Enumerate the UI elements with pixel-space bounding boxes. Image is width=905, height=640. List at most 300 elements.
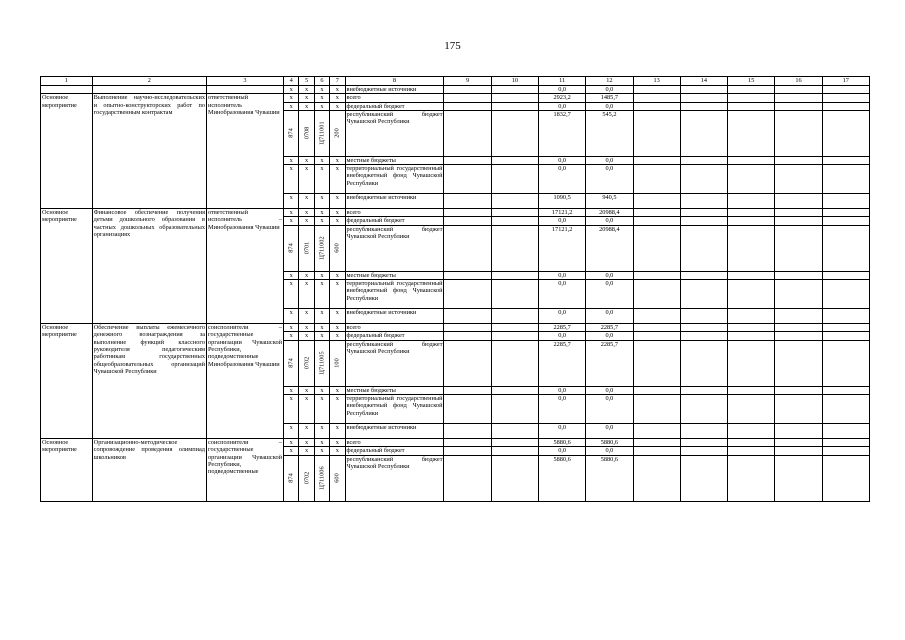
activity-name: Организационно-методическое сопровождение проведения олимпиад школьников — [92, 438, 206, 501]
col-header: 10 — [491, 77, 538, 86]
empty-cell — [633, 340, 680, 386]
empty-cell — [680, 332, 727, 340]
funding-source: внебюджетные источники — [345, 194, 444, 209]
budget-code: 874 — [287, 243, 295, 254]
empty-cell — [491, 225, 538, 271]
empty-cell — [728, 165, 775, 194]
code-cell: x — [314, 447, 329, 455]
budget-code-cell — [314, 110, 329, 156]
funding-source: всего — [345, 94, 444, 102]
value-2021: 0,0 — [539, 102, 586, 110]
code-cell: x — [314, 165, 329, 194]
empty-cell — [728, 217, 775, 225]
code-cell: x — [299, 102, 314, 110]
budget-code: 600 — [333, 473, 341, 483]
funding-source: территориальный государственный внебюджетный фонд Чувашской Республики — [345, 280, 444, 309]
empty-cell — [444, 340, 491, 386]
budget-code-cell — [330, 340, 345, 386]
empty-cell — [633, 309, 680, 324]
value-2022: 0,0 — [586, 386, 633, 394]
code-cell: x — [283, 165, 298, 194]
activity-executor: соисполнители – государственные организации Чувашской Республики, подведомственные — [207, 438, 284, 501]
empty-cell — [775, 225, 822, 271]
code-cell: x — [314, 94, 329, 102]
code-cell: x — [330, 194, 345, 209]
empty-cell — [491, 332, 538, 340]
empty-cell — [633, 386, 680, 394]
empty-cell — [775, 455, 822, 501]
empty-cell — [444, 94, 491, 102]
value-2022: 0,0 — [586, 332, 633, 340]
empty-cell — [491, 209, 538, 217]
code-cell: x — [283, 86, 298, 94]
code-cell: x — [330, 156, 345, 164]
value-2021: 0,0 — [539, 217, 586, 225]
activity-name: Финансовое обеспечение получения детьми дошкольного образования в частных дошкольных образовательных организациях — [92, 209, 206, 324]
empty-cell — [444, 438, 491, 446]
empty-cell — [680, 271, 727, 279]
code-cell: x — [283, 194, 298, 209]
code-cell: x — [330, 324, 345, 332]
budget-code-cell — [283, 340, 298, 386]
empty-cell — [444, 165, 491, 194]
empty-cell — [633, 271, 680, 279]
value-2022: 0,0 — [586, 280, 633, 309]
empty-cell — [633, 455, 680, 501]
empty-cell — [728, 438, 775, 446]
col-header: 1 — [41, 77, 93, 86]
empty-cell — [775, 332, 822, 340]
value-2022: 20988,4 — [586, 225, 633, 271]
empty-cell — [822, 271, 869, 279]
code-cell: x — [330, 438, 345, 446]
empty-cell — [491, 447, 538, 455]
empty-cell — [444, 209, 491, 217]
empty-cell — [728, 225, 775, 271]
funding-source: республиканский бюджет Чувашской Республики — [345, 340, 444, 386]
program-financing-table — [40, 76, 870, 502]
empty-cell — [822, 217, 869, 225]
value-2021: 2285,7 — [539, 324, 586, 332]
value-2022: 0,0 — [586, 165, 633, 194]
value-2022: 0,0 — [586, 271, 633, 279]
code-cell: x — [299, 447, 314, 455]
empty-cell — [822, 165, 869, 194]
code-cell: x — [314, 324, 329, 332]
budget-code-cell — [283, 455, 298, 501]
empty-cell — [822, 438, 869, 446]
budget-code-cell — [314, 340, 329, 386]
code-cell: x — [299, 324, 314, 332]
funding-source: всего — [345, 209, 444, 217]
empty-cell — [633, 94, 680, 102]
empty-cell — [822, 110, 869, 156]
code-cell: x — [330, 94, 345, 102]
empty-cell — [775, 447, 822, 455]
budget-code: 0701 — [302, 241, 310, 255]
empty-cell — [491, 217, 538, 225]
code-cell: x — [330, 423, 345, 438]
empty-cell — [728, 423, 775, 438]
code-cell: x — [314, 209, 329, 217]
empty-cell — [633, 332, 680, 340]
value-2021: 0,0 — [539, 332, 586, 340]
empty-cell — [728, 309, 775, 324]
col-header: 9 — [444, 77, 491, 86]
activity-type: Основное мероприятие — [41, 324, 93, 439]
funding-source: местные бюджеты — [345, 156, 444, 164]
empty-cell — [775, 194, 822, 209]
empty-cell — [491, 165, 538, 194]
code-cell: x — [330, 386, 345, 394]
budget-code-cell — [330, 110, 345, 156]
code-cell: x — [299, 165, 314, 194]
empty-cell — [444, 271, 491, 279]
code-cell: x — [314, 156, 329, 164]
value-2021: 1090,5 — [539, 194, 586, 209]
empty-cell — [633, 438, 680, 446]
empty-cell — [680, 455, 727, 501]
funding-source: территориальный государственный внебюджетный фонд Чувашской Республики — [345, 394, 444, 423]
empty-cell — [822, 209, 869, 217]
code-cell: x — [283, 423, 298, 438]
empty-cell — [680, 94, 727, 102]
empty-cell — [822, 324, 869, 332]
code-cell: x — [283, 217, 298, 225]
code-cell: x — [283, 94, 298, 102]
value-2021: 17121,2 — [539, 209, 586, 217]
empty-cell — [444, 225, 491, 271]
table-row — [41, 86, 870, 94]
code-cell: x — [314, 194, 329, 209]
funding-source: местные бюджеты — [345, 271, 444, 279]
funding-source: территориальный государственный внебюджетный фонд Чувашской Республики — [345, 165, 444, 194]
code-cell: x — [283, 394, 298, 423]
empty-cell — [680, 394, 727, 423]
budget-code-cell — [299, 455, 314, 501]
empty-cell — [728, 209, 775, 217]
empty-cell — [728, 386, 775, 394]
code-cell: x — [299, 156, 314, 164]
code-cell: x — [330, 447, 345, 455]
value-2022: 5880,6 — [586, 438, 633, 446]
code-cell: x — [299, 217, 314, 225]
empty-cell — [444, 217, 491, 225]
empty-cell — [633, 102, 680, 110]
budget-code: 874 — [287, 473, 295, 483]
budget-code-cell — [330, 455, 345, 501]
empty-cell — [728, 156, 775, 164]
empty-cell — [775, 102, 822, 110]
budget-code-cell — [299, 110, 314, 156]
empty-cell — [775, 438, 822, 446]
code-cell: x — [299, 94, 314, 102]
code-cell: x — [283, 102, 298, 110]
empty-cell — [633, 423, 680, 438]
code-cell: x — [314, 332, 329, 340]
activity-type: Основное мероприятие — [41, 94, 93, 209]
code-cell: x — [299, 209, 314, 217]
budget-code-cell — [283, 110, 298, 156]
empty-cell — [822, 394, 869, 423]
empty-cell — [444, 332, 491, 340]
empty-cell — [444, 194, 491, 209]
value-2022: 2285,7 — [586, 324, 633, 332]
empty-cell — [728, 394, 775, 423]
code-cell: x — [314, 271, 329, 279]
code-cell: x — [330, 271, 345, 279]
empty-cell — [444, 280, 491, 309]
code-cell: x — [330, 217, 345, 225]
col-header: 4 — [283, 77, 298, 86]
budget-code-cell — [330, 225, 345, 271]
empty-cell — [680, 110, 727, 156]
empty-cell — [822, 447, 869, 455]
empty-cell — [680, 438, 727, 446]
value-2022: 0,0 — [586, 309, 633, 324]
value-2021: 2923,2 — [539, 94, 586, 102]
empty-cell — [491, 340, 538, 386]
code-cell: x — [314, 423, 329, 438]
empty-cell — [444, 423, 491, 438]
empty-cell — [680, 209, 727, 217]
empty-cell — [822, 386, 869, 394]
budget-code: 0702 — [302, 356, 310, 370]
value-2022: 20988,4 — [586, 209, 633, 217]
empty-cell — [633, 217, 680, 225]
empty-cell — [680, 280, 727, 309]
code-cell: x — [330, 394, 345, 423]
empty-cell — [822, 225, 869, 271]
empty-cell — [775, 386, 822, 394]
funding-source: федеральный бюджет — [345, 332, 444, 340]
value-2021: 5880,6 — [539, 455, 586, 501]
empty-cell — [491, 423, 538, 438]
code-cell: x — [314, 386, 329, 394]
empty-cell — [680, 217, 727, 225]
table-row — [41, 324, 870, 332]
code-cell: x — [299, 271, 314, 279]
empty-cell — [491, 194, 538, 209]
empty-cell — [491, 271, 538, 279]
empty-cell — [822, 340, 869, 386]
value-2021: 0,0 — [539, 86, 586, 94]
empty-cell — [775, 94, 822, 102]
budget-code: Ц711002 — [318, 236, 326, 260]
budget-code: 874 — [287, 128, 295, 139]
table-body — [41, 86, 870, 502]
empty-cell — [633, 280, 680, 309]
code-cell: x — [299, 194, 314, 209]
empty-cell — [728, 447, 775, 455]
value-2022: 0,0 — [586, 102, 633, 110]
empty-cell — [491, 94, 538, 102]
empty-cell — [822, 423, 869, 438]
empty-cell — [633, 225, 680, 271]
empty-cell — [444, 102, 491, 110]
empty-cell — [775, 217, 822, 225]
value-2022: 0,0 — [586, 423, 633, 438]
value-2021: 5880,6 — [539, 438, 586, 446]
empty-cell — [680, 225, 727, 271]
activity-type: Основное мероприятие — [41, 438, 93, 501]
empty-cell — [680, 340, 727, 386]
code-cell: x — [283, 438, 298, 446]
empty-cell — [444, 324, 491, 332]
empty-cell — [680, 102, 727, 110]
empty-cell — [728, 102, 775, 110]
code-cell: x — [283, 271, 298, 279]
col-header: 5 — [299, 77, 314, 86]
column-numbers-row — [41, 77, 870, 86]
empty-cell — [633, 156, 680, 164]
empty-cell — [444, 386, 491, 394]
code-cell: x — [299, 86, 314, 94]
empty-cell — [491, 386, 538, 394]
activity-name: Выполнение научно-исследовательских и опытно-конструкторских работ по государственным контрактам — [92, 94, 206, 209]
empty-cell — [775, 394, 822, 423]
empty-cell — [822, 455, 869, 501]
empty-cell — [775, 209, 822, 217]
value-2022: 0,0 — [586, 447, 633, 455]
col-header: 17 — [822, 77, 869, 86]
empty-cell — [444, 156, 491, 164]
value-2021: 1832,7 — [539, 110, 586, 156]
budget-code-cell — [283, 225, 298, 271]
value-2022: 5880,6 — [586, 455, 633, 501]
code-cell: x — [283, 386, 298, 394]
value-2022: 0,0 — [586, 156, 633, 164]
col-header: 6 — [314, 77, 329, 86]
empty-cell — [491, 156, 538, 164]
empty-cell — [491, 102, 538, 110]
code-cell: x — [314, 217, 329, 225]
empty-cell — [444, 394, 491, 423]
empty-cell — [491, 455, 538, 501]
activity-executor: соисполнители – государственные организации Чувашской Республики, подведомственные Минобразования Чувашии — [207, 324, 284, 439]
budget-code: 874 — [287, 358, 295, 368]
col-header: 7 — [330, 77, 345, 86]
empty-cell — [728, 280, 775, 309]
empty-cell — [728, 110, 775, 156]
value-2021: 0,0 — [539, 156, 586, 164]
activity-executor: ответственный исполнитель – Минобразования Чувашии — [207, 209, 284, 324]
empty-cell — [775, 340, 822, 386]
empty-cell — [680, 309, 727, 324]
value-2021: 0,0 — [539, 386, 586, 394]
code-cell: x — [299, 394, 314, 423]
empty-cell — [680, 324, 727, 332]
table-row — [41, 209, 870, 217]
col-header: 2 — [92, 77, 206, 86]
code-cell: x — [314, 102, 329, 110]
empty-cell — [728, 324, 775, 332]
funding-source: республиканский бюджет Чувашской Республики — [345, 225, 444, 271]
code-cell: x — [330, 209, 345, 217]
code-cell: x — [299, 332, 314, 340]
col-header: 13 — [633, 77, 680, 86]
funding-source: республиканский бюджет Чувашской Республики — [345, 455, 444, 501]
funding-source: внебюджетные источники — [345, 309, 444, 324]
empty-cell — [491, 110, 538, 156]
value-2021: 2285,7 — [539, 340, 586, 386]
empty-cell — [728, 271, 775, 279]
empty-cell — [680, 165, 727, 194]
empty-cell — [822, 332, 869, 340]
value-2021: 0,0 — [539, 309, 586, 324]
empty-cell — [728, 194, 775, 209]
activity-executor: ответственный исполнитель Минобразования Чувашии — [207, 94, 284, 209]
value-2021: 0,0 — [539, 271, 586, 279]
value-2022: 940,5 — [586, 194, 633, 209]
code-cell: x — [330, 102, 345, 110]
empty-cell — [444, 309, 491, 324]
value-2022: 0,0 — [586, 86, 633, 94]
empty-cell — [822, 156, 869, 164]
budget-code: 200 — [333, 128, 341, 139]
col-header: 3 — [207, 77, 284, 86]
code-cell: x — [283, 280, 298, 309]
col-header: 12 — [586, 77, 633, 86]
budget-code: 0702 — [302, 471, 310, 485]
code-cell: x — [330, 165, 345, 194]
empty-cell — [633, 165, 680, 194]
code-cell: x — [283, 309, 298, 324]
empty-cell — [775, 165, 822, 194]
code-cell: x — [299, 423, 314, 438]
empty-cell — [633, 110, 680, 156]
budget-code: 100 — [333, 358, 341, 368]
code-cell: x — [330, 86, 345, 94]
page-number: 175 — [444, 40, 461, 52]
code-cell: x — [283, 209, 298, 217]
empty-cell — [728, 332, 775, 340]
value-2022: 0,0 — [586, 217, 633, 225]
funding-source: всего — [345, 324, 444, 332]
empty-cell — [491, 309, 538, 324]
empty-cell — [775, 110, 822, 156]
empty-cell — [680, 447, 727, 455]
empty-cell — [728, 94, 775, 102]
budget-code: Ц711005 — [318, 351, 326, 375]
value-2021: 0,0 — [539, 447, 586, 455]
activity-name: Обеспечение выплаты ежемесячного денежного вознаграждения за выполнение функций классного руководителя педагогическим работникам государственных общеобразовательных организаций Чувашской Республики — [92, 324, 206, 439]
code-cell: x — [314, 394, 329, 423]
empty-cell — [822, 194, 869, 209]
col-header: 8 — [345, 77, 444, 86]
code-cell: x — [314, 309, 329, 324]
empty-cell — [633, 447, 680, 455]
code-cell: x — [283, 447, 298, 455]
empty-cell — [680, 386, 727, 394]
budget-code: Ц711006 — [318, 466, 326, 490]
activity-type: Основное мероприятие — [41, 209, 93, 324]
table-row — [41, 94, 870, 102]
empty-cell — [491, 438, 538, 446]
budget-code-cell — [299, 340, 314, 386]
empty-cell — [822, 309, 869, 324]
funding-source: всего — [345, 438, 444, 446]
empty-cell — [775, 324, 822, 332]
empty-cell — [444, 110, 491, 156]
empty-cell — [633, 324, 680, 332]
empty-cell — [633, 194, 680, 209]
empty-cell — [680, 423, 727, 438]
value-2021: 0,0 — [539, 280, 586, 309]
col-header: 16 — [775, 77, 822, 86]
empty-cell — [444, 455, 491, 501]
funding-source: местные бюджеты — [345, 386, 444, 394]
